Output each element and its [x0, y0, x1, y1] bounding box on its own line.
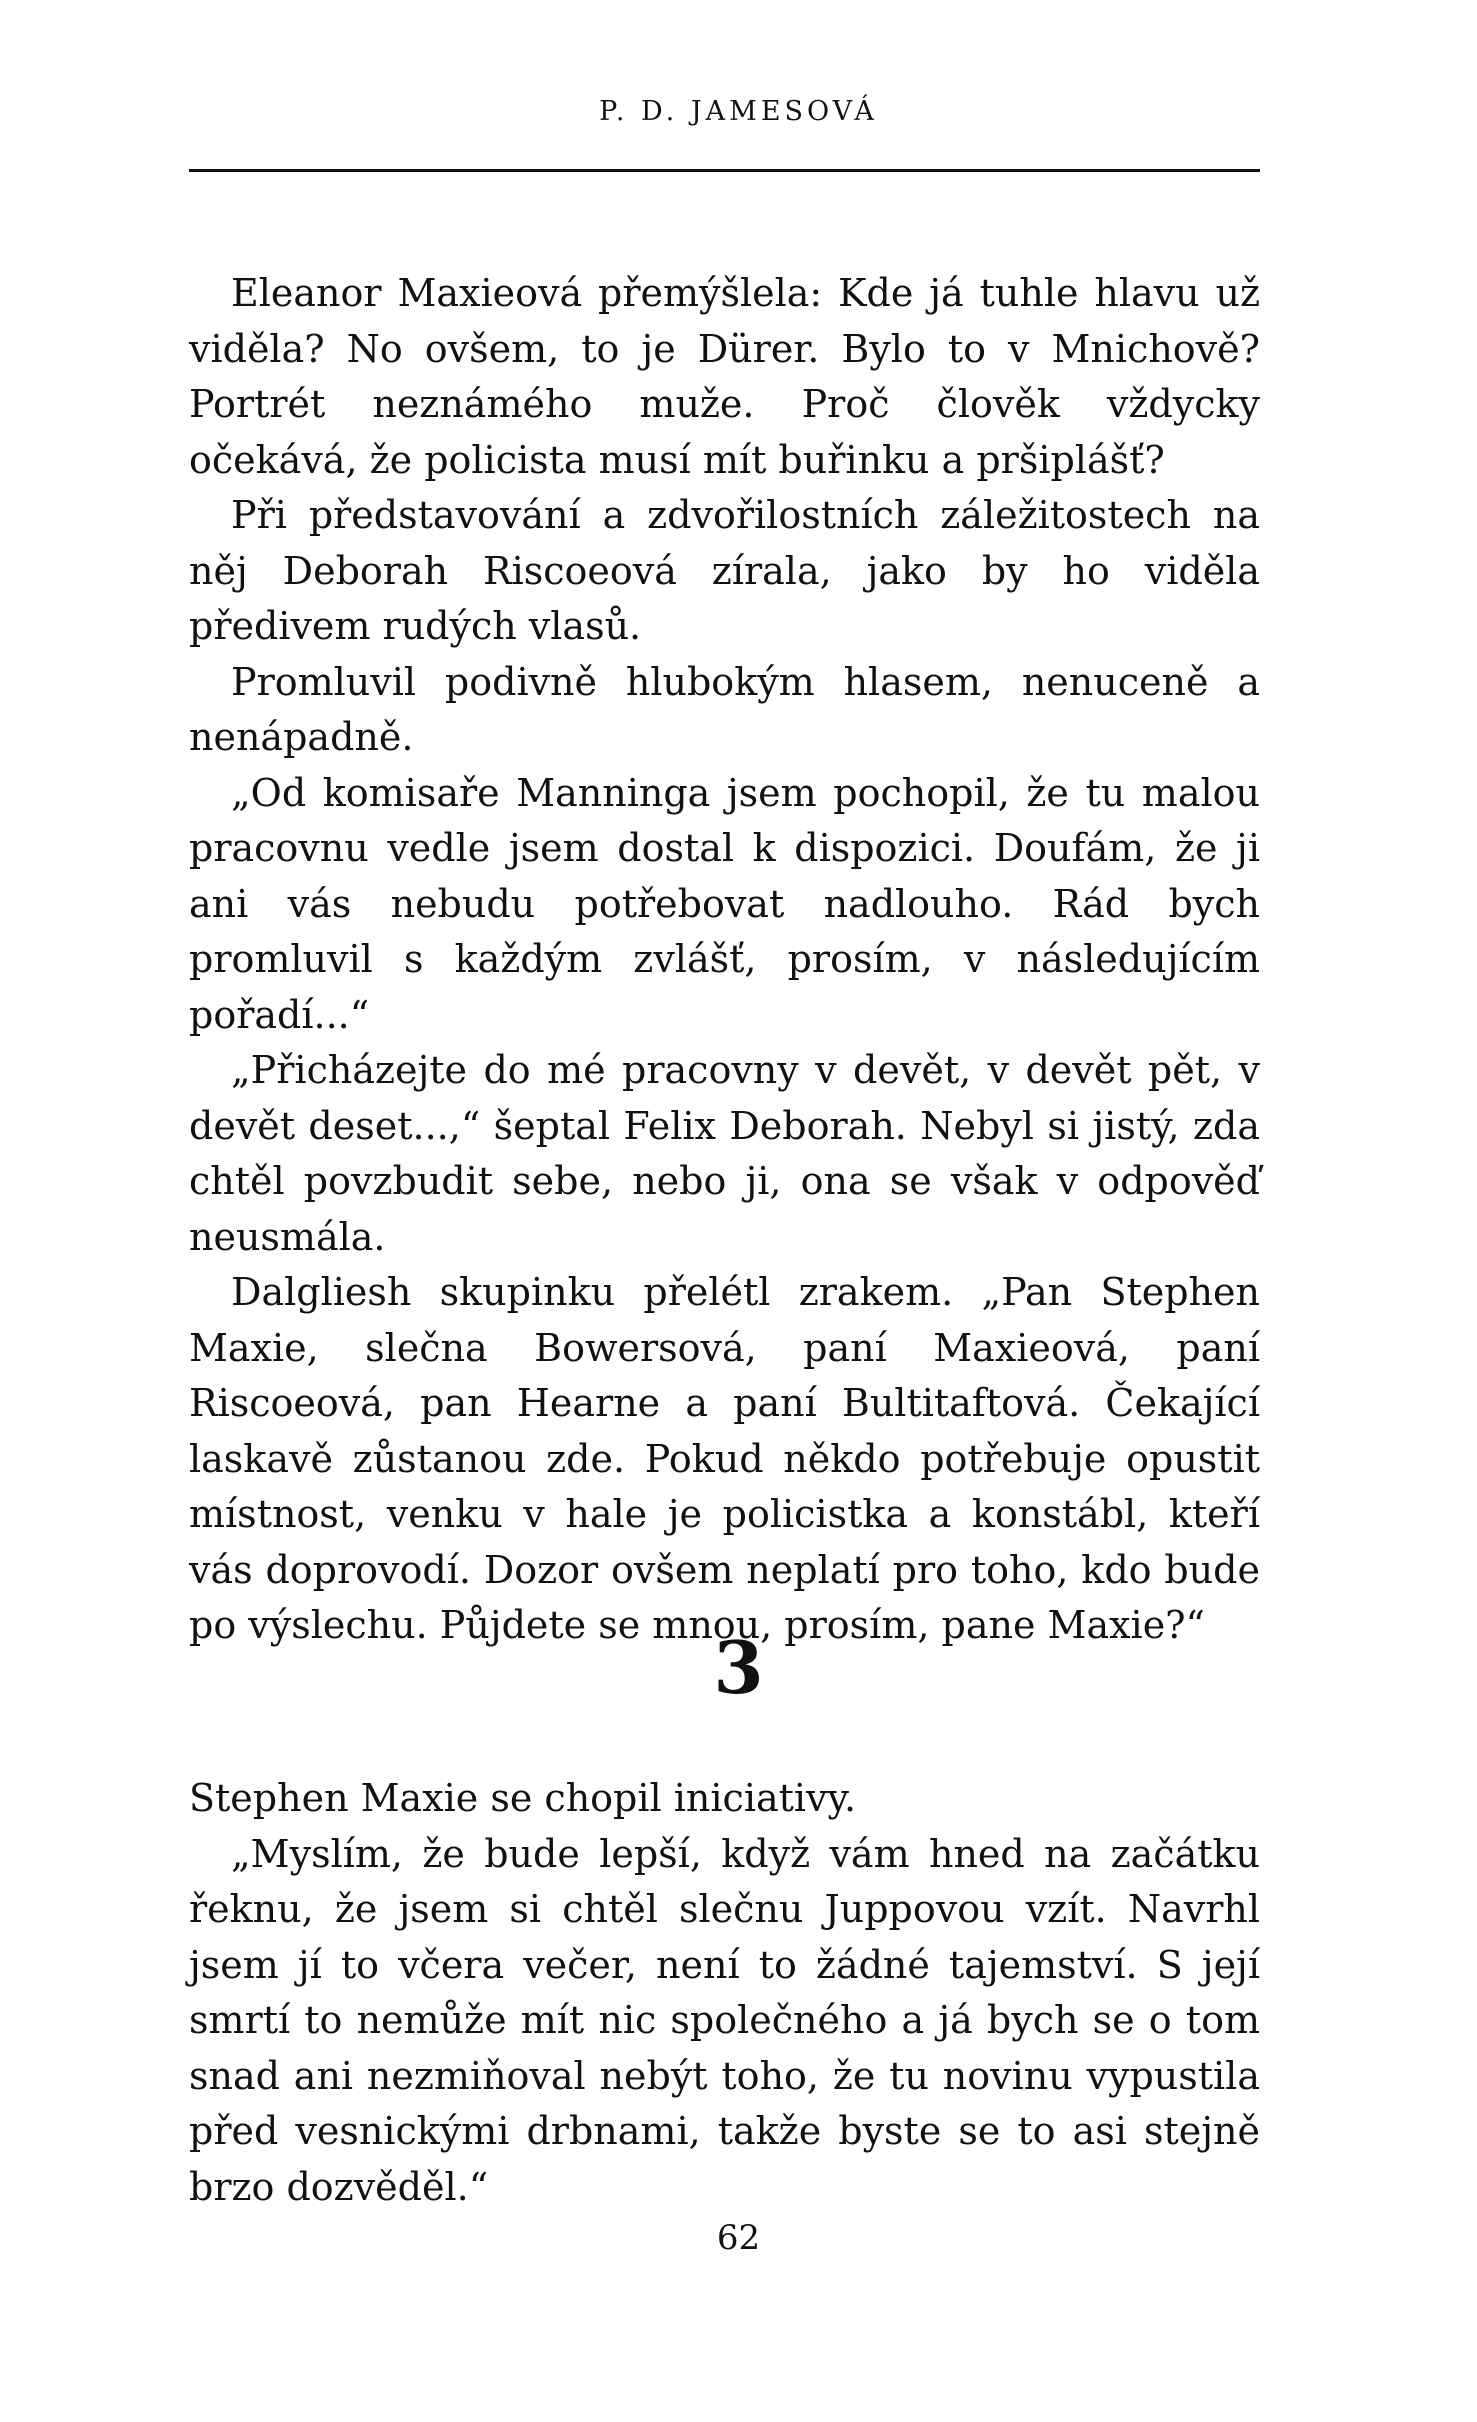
running-head: P. D. JAMESOVÁ — [599, 96, 878, 127]
chapter-number: 3 — [713, 1625, 764, 1710]
paragraph: Dalgliesh skupinku přelétl zrakem. „Pan Stephen Maxie, slečna Bowersová, paní Maxieová, paní Riscoeová, pan Hearne a paní Bultitaftová. Čekající laskavě zůstanou zde. Pokud někdo potřebuje opustit místnost, venku v hale je policistka a konstábl, kteří vás doprovodí. Dozor ovšem neplatí pro toho, kdo bude po výslechu. Půjdete se mnou, prosím, pane Maxie?“ — [189, 1270, 1260, 1647]
paragraph: „Od komisaře Manninga jsem pochopil, že tu malou pracovnu vedle jsem dostal k dispozici. Doufám, že ji ani vás nebudu potřebovat nadlouho. Rád bych promluvil s každým zvlášť, prosím, v následujícím pořadí...“ — [189, 770, 1260, 1037]
paragraph: Eleanor Maxieová přemýšlela: Kde já tuhle hlavu už viděla? No ovšem, to je Dürer. Bylo to v Mnichově? Portrét neznámého muže. Proč člověk vždycky očekává, že policista musí mít buřinku a pršiplášť? — [189, 271, 1260, 482]
paragraph: „Myslím, že bude lepší, když vám hned na začátku řeknu, že jsem si chtěl slečnu Juppovou vzít. Navrhl jsem jí to včera večer, není to žádné tajemství. S její smrtí to nemůže mít nic společného a já bych se o tom snad ani nezmiňoval nebýt toho, že tu novinu vypustila před vesnickými drbnami, takže byste se to asi stejně brzo dozvěděl.“ — [189, 1831, 1260, 2209]
paragraph: „Přicházejte do mé pracovny v devět, v devět pět, v devět deset...,“ šeptal Felix Deborah. Nebyl si jistý, zda chtěl povzbudit sebe, nebo ji, ona se však v odpověď neusmála. — [189, 1048, 1260, 1259]
text-block-before-chapter — [189, 266, 1260, 1654]
paragraph: Stephen Maxie se chopil iniciativy. — [189, 1776, 857, 1820]
page-number: 62 — [716, 2218, 761, 2258]
header-rule — [189, 169, 1260, 172]
paragraph: Při představování a zdvořilostních záležitostech na něj Deborah Riscoeová zírala, jako by ho viděla předivem rudých vlasů. — [189, 493, 1260, 648]
paragraph: Promluvil podivně hlubokým hlasem, nenuceně a nenápadně. — [189, 659, 1260, 759]
text-block-after-chapter — [189, 1771, 1260, 2215]
